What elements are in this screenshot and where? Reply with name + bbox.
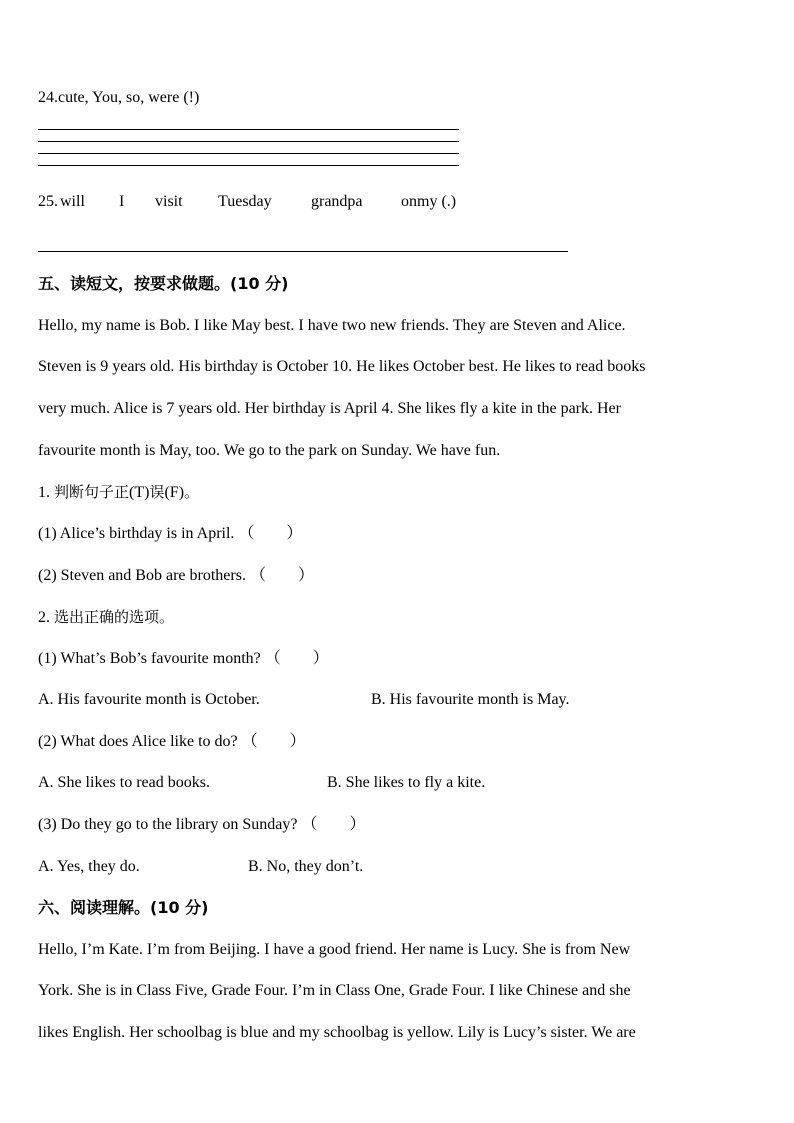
- word-6: onmy (.): [401, 193, 457, 210]
- section-5-heading: 五、读短文，按要求做题。(10 分): [38, 274, 289, 293]
- question-24: [38, 88, 199, 108]
- answer-blank[interactable]: （ ）: [238, 525, 303, 542]
- option-a: A. Yes, they do.: [38, 858, 140, 875]
- answer-blank[interactable]: （ ）: [241, 733, 306, 750]
- option-b: B. His favourite month is May.: [371, 691, 570, 708]
- option-b: B. She likes to fly a kite.: [327, 774, 486, 791]
- passage-line: York. She is in Class Five, Grade Four. I’m in Class One, Grade Four. I like Chinese and she: [38, 982, 631, 999]
- scrambled-words: cute, You, so, were (!): [58, 89, 200, 106]
- choice-question: (2) What does Alice like to do? （ ）: [38, 733, 306, 750]
- section-6-heading: 六、阅读理解。(10 分): [38, 898, 209, 917]
- part-2-title: 2. 选出正确的选项。: [38, 608, 175, 626]
- answer-blank[interactable]: （ ）: [264, 650, 329, 667]
- option-b: B. No, they don’t.: [248, 858, 364, 875]
- word-4: Tuesday: [218, 193, 272, 210]
- option-a: A. She likes to read books.: [38, 774, 210, 791]
- answer-line[interactable]: [38, 129, 459, 130]
- answer-blank[interactable]: （ ）: [301, 816, 366, 833]
- answer-line[interactable]: [38, 251, 568, 252]
- passage-line: favourite month is May, too. We go to the park on Sunday. We have fun.: [38, 442, 501, 459]
- passage-line: likes English. Her schoolbag is blue and my schoolbag is yellow. Lily is Lucy’s sister. We are: [38, 1024, 636, 1041]
- choice-question: (3) Do they go to the library on Sunday? （ ）: [38, 816, 366, 833]
- question-25: [38, 192, 538, 212]
- true-false-item: (2) Steven and Bob are brothers. （ ）: [38, 567, 314, 584]
- part-1-title: 1. 判断句子正(T)误(F)。: [38, 483, 200, 501]
- word-1: will: [60, 193, 85, 210]
- question-number: 25.: [38, 193, 58, 210]
- option-a: A. His favourite month is October.: [38, 691, 260, 708]
- answer-line[interactable]: [38, 153, 459, 154]
- choice-question: (1) What’s Bob’s favourite month? （ ）: [38, 650, 329, 667]
- answer-line[interactable]: [38, 141, 459, 142]
- word-3: visit: [155, 193, 183, 210]
- word-2: I: [119, 193, 125, 210]
- question-number: 24.: [38, 89, 58, 106]
- passage-line: very much. Alice is 7 years old. Her birthday is April 4. She likes fly a kite in the park. Her: [38, 400, 621, 417]
- true-false-item: (1) Alice’s birthday is in April. （ ）: [38, 525, 303, 542]
- passage-line: Steven is 9 years old. His birthday is October 10. He likes October best. He likes to read books: [38, 358, 646, 375]
- word-5: grandpa: [311, 193, 363, 210]
- passage-line: Hello, I’m Kate. I’m from Beijing. I have a good friend. Her name is Lucy. She is from New: [38, 941, 631, 958]
- answer-line[interactable]: [38, 165, 459, 166]
- answer-blank[interactable]: （ ）: [249, 567, 314, 584]
- passage-line: Hello, my name is Bob. I like May best. I have two new friends. They are Steven and Alice.: [38, 317, 626, 334]
